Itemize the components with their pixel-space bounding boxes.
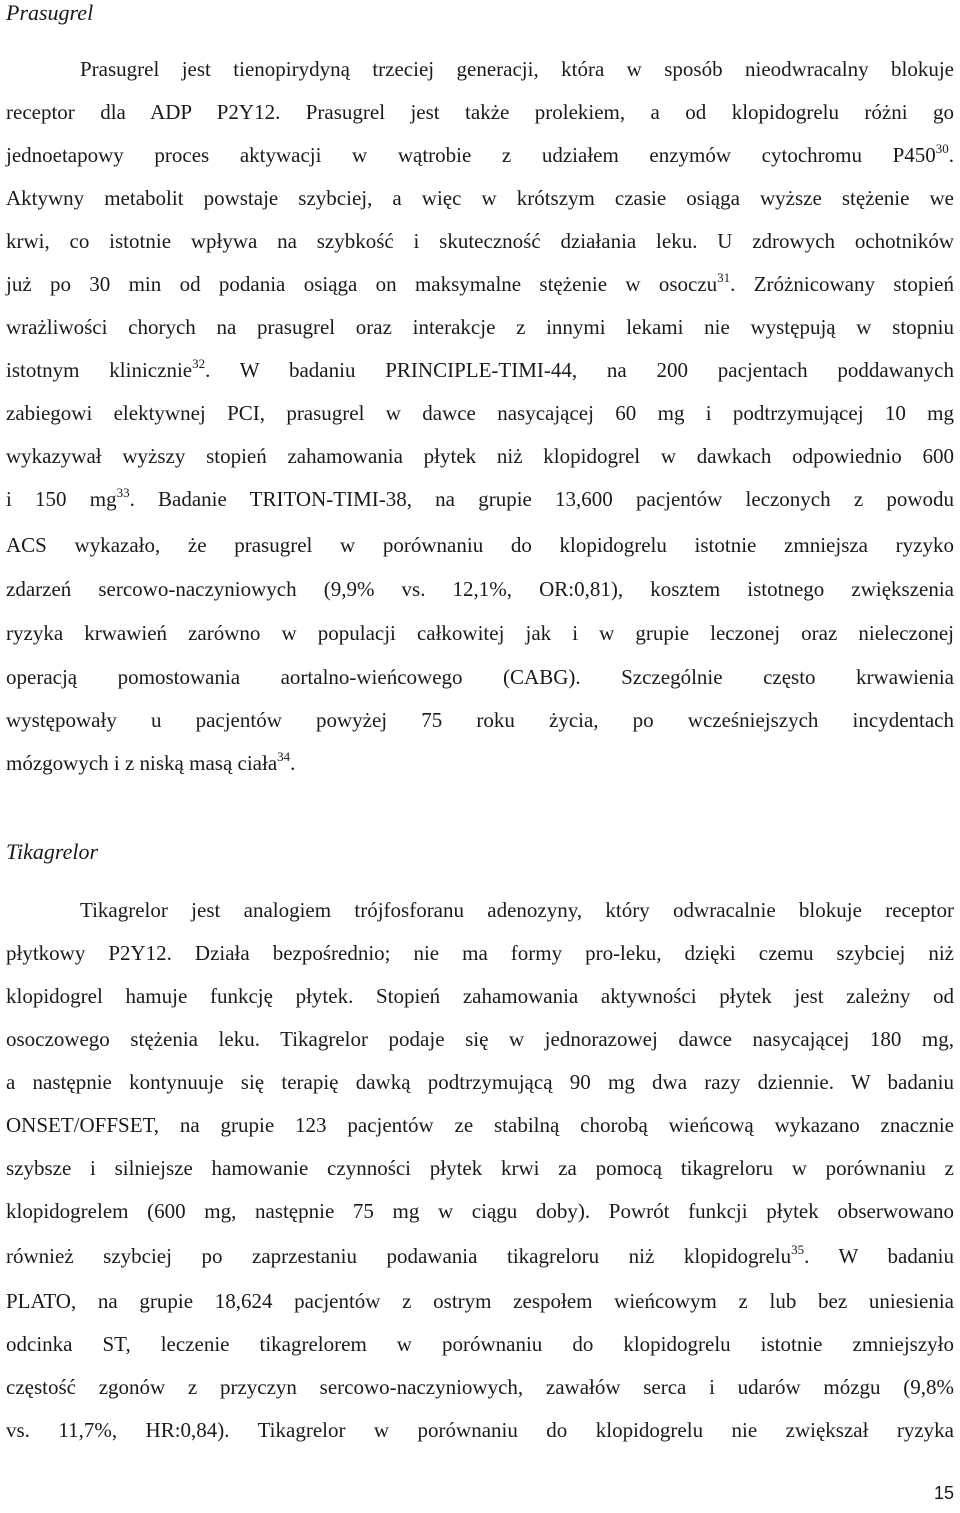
- section-heading-tikagrelor: Tikagrelor: [6, 839, 99, 864]
- citation-superscript: 35: [791, 1242, 805, 1257]
- text-line: częstość zgonów z przyczyn sercowo-naczyniowych, zawałów serca i udarów mózgu (9,8%: [6, 1375, 954, 1399]
- citation-superscript: 34: [277, 749, 291, 764]
- text-line: Tikagrelor jest analogiem trójfosforanu adenozyny, który odwracalnie blokuje receptor: [80, 898, 954, 922]
- text-line: ryzyka krwawień zarówno w populacji całkowitej jak i w grupie leczonej oraz nieleczonej: [6, 621, 954, 645]
- text-line: wrażliwości chorych na prasugrel oraz interakcje z innymi lekami nie występują w stopniu: [6, 315, 954, 339]
- citation-superscript: 31: [717, 270, 731, 285]
- text-line: ACS wykazało, że prasugrel w porównaniu do klopidogrelu istotnie zmniejsza ryzyko: [6, 533, 954, 557]
- text-line: również szybciej po zaprzestaniu podawania tikagreloru niż klopidogrelu$^{35}$. W badaniu: [6, 1242, 954, 1268]
- text-line: PLATO, na grupie 18,624 pacjentów z ostrym zespołem wieńcowym z lub bez uniesienia: [6, 1289, 954, 1313]
- citation-superscript: 30: [935, 141, 949, 156]
- section-heading-prasugrel: Prasugrel: [6, 0, 94, 25]
- text-line: i 150 $mg^{33}$. Badanie TRITON-TIMI-38, na grupie 13,600 pacjentów leczonych z powodu: [6, 485, 955, 511]
- text-line: zabiegowi elektywnej PCI, prasugrel w dawce nasycającej 60 mg i podtrzymującej 10 mg: [6, 401, 954, 425]
- text-line: jednoetapowy proces aktywacji w wątrobie z udziałem enzymów cytochromu $P450^{30}$.: [6, 141, 954, 167]
- text-line: ONSET/OFFSET, na grupie 123 pacjentów ze stabilną chorobą wieńcową wykazano znacznie: [6, 1113, 954, 1137]
- page-number: 15: [933, 1483, 954, 1503]
- citation-superscript: 32: [192, 356, 206, 371]
- text-line: istotnym klinicznie$^{32}$. W badaniu PRINCIPLE-TIMI-44, na 200 pacjentach poddawanych: [6, 356, 954, 382]
- text-line: osoczowego stężenia leku. Tikagrelor podaje się w jednorazowej dawce nasycającej 180 mg,: [6, 1027, 954, 1051]
- text-line: mózgowych i z niską masą ciała$^{34}$.: [6, 749, 296, 775]
- text-line: klopidogrel hamuje funkcję płytek. Stopień zahamowania aktywności płytek jest zależny od: [6, 984, 954, 1008]
- text-line: receptor dla ADP P2Y12. Prasugrel jest także prolekiem, a od klopidogrelu różni go: [6, 100, 954, 124]
- text-line: zdarzeń sercowo-naczyniowych (9,9% vs. 12,1%, OR:0,81), kosztem istotnego zwiększenia: [6, 577, 954, 601]
- text-line: operacją pomostowania aortalno-wieńcowego (CABG). Szczególnie często krwawienia: [6, 665, 954, 689]
- text-line: a następnie kontynuuje się terapię dawką podtrzymującą 90 mg dwa razy dziennie. W badaniu: [6, 1070, 954, 1094]
- text-line: krwi, co istotnie wpływa na szybkość i skuteczność działania leku. U zdrowych ochotników: [6, 229, 954, 253]
- text-line: wykazywał wyższy stopień zahamowania płytek niż klopidogrel w dawkach odpowiednio 600: [6, 444, 954, 468]
- text-line: szybsze i silniejsze hamowanie czynności płytek krwi za pomocą tikagreloru w porównaniu z: [6, 1156, 954, 1180]
- text-line: płytkowy P2Y12. Działa bezpośrednio; nie ma formy pro-leku, dzięki czemu szybciej niż: [6, 941, 954, 965]
- text-line: Aktywny metabolit powstaje szybciej, a więc w krótszym czasie osiąga wyższe stężenie we: [6, 186, 954, 210]
- text-line: odcinka ST, leczenie tikagrelorem w porównaniu do klopidogrelu istotnie zmniejszyło: [6, 1332, 954, 1356]
- text-line: Prasugrel jest tienopirydyną trzeciej generacji, która w sposób nieodwracalny blokuje: [80, 57, 954, 81]
- text-line: vs. 11,7%, HR:0,84). Tikagrelor w porównaniu do klopidogrelu nie zwiększał ryzyka: [6, 1418, 954, 1442]
- text-line: występowały u pacjentów powyżej 75 roku życia, po wcześniejszych incydentach: [6, 708, 954, 732]
- text-line: już po 30 min od podania osiąga on maksymalne stężenie w osoczu$^{31}$. Zróżnicowany stopień: [6, 270, 954, 296]
- citation-superscript: 33: [116, 485, 130, 500]
- text-line: klopidogrelem (600 mg, następnie 75 mg w ciągu doby). Powrót funkcji płytek obserwowano: [6, 1199, 954, 1223]
